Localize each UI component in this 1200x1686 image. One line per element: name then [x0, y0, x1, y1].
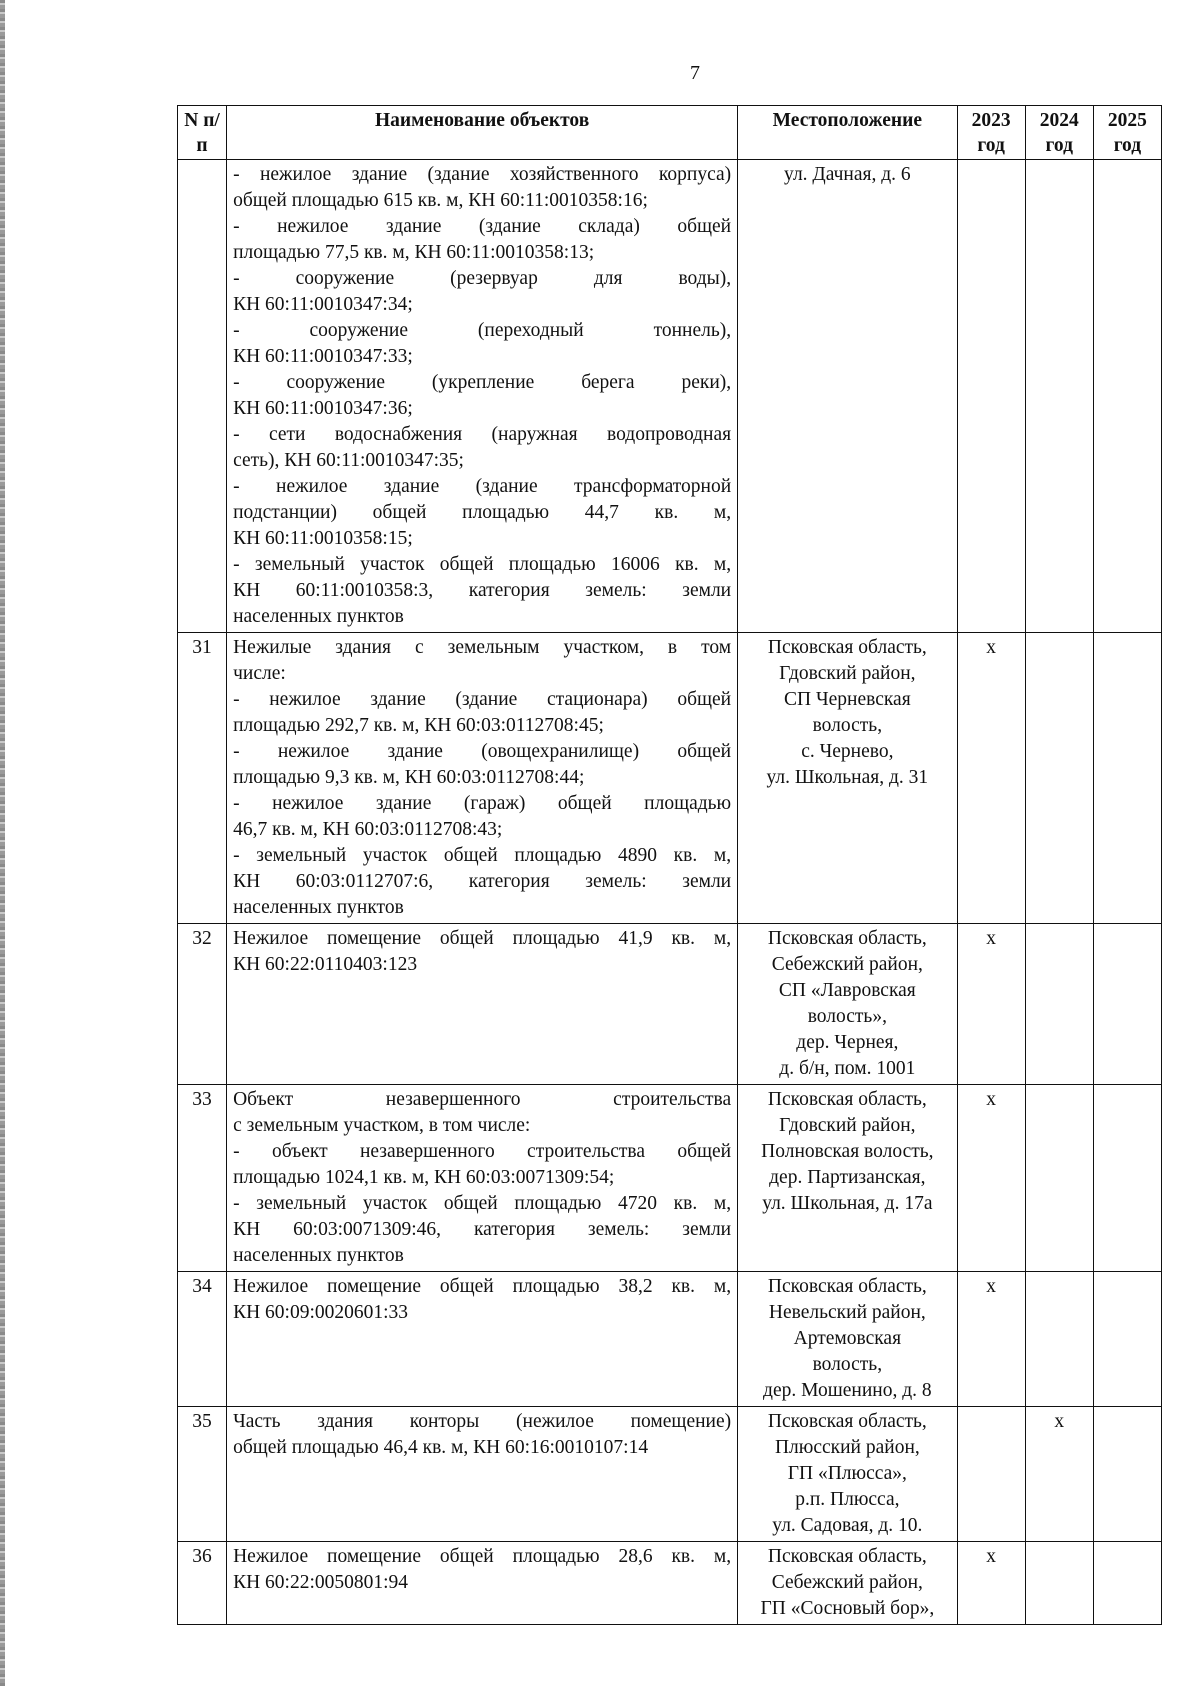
table-row	[178, 633, 1162, 924]
location-line: ул. Школьная, д. 17а	[762, 1193, 933, 1214]
location-line: СП Черневская	[784, 689, 911, 710]
object-name-line: - сооружение (резервуар для воды),	[233, 268, 732, 289]
object-name-line: КН 60:03:0071309:46, категория земель: земли	[233, 1219, 732, 1240]
object-name-line: с земельным участком, в том числе:	[233, 1115, 531, 1136]
object-name-line: - сооружение (укрепление берега реки),	[233, 372, 732, 393]
object-location	[738, 1542, 957, 1625]
row-number: 36	[178, 1542, 227, 1625]
objects-table	[177, 105, 1162, 1625]
object-name-line: - сети водоснабжения (наружная водопроводная	[233, 424, 732, 445]
location-line: ул. Садовая, д. 10.	[772, 1515, 923, 1536]
object-name-line: КН 60:11:0010347:33;	[233, 346, 413, 367]
mark-2023: х	[957, 633, 1025, 924]
mark-2025	[1093, 1542, 1161, 1625]
object-name-line: Нежилое помещение общей площадью 41,9 кв. м,	[233, 928, 732, 949]
object-name-line: 46,7 кв. м, КН 60:03:0112708:43;	[233, 819, 503, 840]
object-location	[738, 633, 957, 924]
location-line: СП «Лавровская	[778, 980, 916, 1001]
location-line: Псковская область,	[767, 637, 927, 658]
object-name-line: Нежилые здания с земельным участком, в том	[233, 637, 732, 658]
row-number: 34	[178, 1272, 227, 1407]
object-name	[227, 1085, 738, 1272]
object-name-line: - нежилое здание (здание склада) общей	[233, 216, 732, 237]
table-row	[178, 1272, 1162, 1407]
table-row	[178, 924, 1162, 1085]
row-number: 31	[178, 633, 227, 924]
object-name-line: общей площадью 615 кв. м, КН 60:11:0010358:16;	[233, 190, 648, 211]
object-name-line: Часть здания конторы (нежилое помещение)	[233, 1411, 732, 1432]
location-line: Плюсский район,	[774, 1437, 920, 1458]
location-line: ул. Школьная, д. 31	[766, 767, 929, 788]
mark-2025	[1093, 1407, 1161, 1542]
header-num: N п/п	[178, 106, 227, 160]
mark-2024	[1025, 633, 1093, 924]
location-line: ул. Дачная, д. 6	[784, 164, 911, 185]
table-header-row	[178, 106, 1162, 160]
location-line: Псковская область,	[767, 1089, 927, 1110]
object-name-line: - нежилое здание (здание стационара) общей	[233, 689, 732, 710]
header-2023: 2023 год	[957, 106, 1025, 160]
location-line: Псковская область,	[767, 928, 927, 949]
mark-2024	[1025, 924, 1093, 1085]
mark-2024	[1025, 1085, 1093, 1272]
object-name-line: КН 60:11:0010358:15;	[233, 528, 413, 549]
mark-2023	[957, 160, 1025, 633]
object-name-line: Нежилое помещение общей площадью 28,6 кв. м,	[233, 1546, 732, 1567]
location-line: Невельский район,	[768, 1302, 926, 1323]
row-number: 33	[178, 1085, 227, 1272]
object-name-line: Объект незавершенного строительства	[233, 1089, 732, 1110]
location-line: д. б/н, пом. 1001	[779, 1058, 916, 1079]
object-name-line: КН 60:22:0050801:94	[233, 1572, 409, 1593]
object-name-line: - сооружение (переходный тоннель),	[233, 320, 732, 341]
object-location	[738, 160, 957, 633]
location-line: Артемовская	[793, 1328, 902, 1349]
object-location	[738, 1272, 957, 1407]
location-line: Гдовский район,	[779, 1115, 916, 1136]
object-name-line: КН 60:11:0010347:36;	[233, 398, 413, 419]
row-number	[178, 160, 227, 633]
object-name-line: - нежилое здание (гараж) общей площадью	[233, 793, 732, 814]
location-line: Псковская область,	[767, 1546, 927, 1567]
object-name-line: площадью 9,3 кв. м, КН 60:03:0112708:44;	[233, 767, 585, 788]
location-line: с. Чернево,	[801, 741, 894, 762]
location-line: Себежский район,	[771, 1572, 923, 1593]
object-name-line: населенных пунктов	[233, 897, 404, 918]
object-location	[738, 1407, 957, 1542]
mark-2025	[1093, 1085, 1161, 1272]
object-name-line: КН 60:09:0020601:33	[233, 1302, 409, 1323]
header-location: Местоположение	[738, 106, 957, 160]
row-number: 32	[178, 924, 227, 1085]
object-name-line: - земельный участок общей площадью 16006 кв. м,	[233, 554, 732, 575]
mark-2024	[1025, 1542, 1093, 1625]
mark-2025	[1093, 1272, 1161, 1407]
location-line: Псковская область,	[767, 1276, 927, 1297]
mark-2024	[1025, 160, 1093, 633]
header-name: Наименование объектов	[227, 106, 738, 160]
location-line: волость,	[812, 1354, 883, 1375]
object-name-line: КН 60:11:0010347:34;	[233, 294, 413, 315]
location-line: р.п. Плюсса,	[795, 1489, 900, 1510]
object-name-line: - нежилое здание (овощехранилище) общей	[233, 741, 732, 762]
table-row	[178, 1542, 1162, 1625]
location-line: Псковская область,	[767, 1411, 927, 1432]
object-name-line: общей площадью 46,4 кв. м, КН 60:16:0010107:14	[233, 1437, 649, 1458]
object-name-line: КН 60:03:0112707:6, категория земель: земли	[233, 871, 732, 892]
object-name-line: площадью 1024,1 кв. м, КН 60:03:0071309:54;	[233, 1167, 615, 1188]
object-location	[738, 1085, 957, 1272]
table-row	[178, 1407, 1162, 1542]
mark-2024: х	[1025, 1407, 1093, 1542]
mark-2025	[1093, 633, 1161, 924]
scan-edge	[0, 0, 5, 1686]
object-location	[738, 924, 957, 1085]
location-line: Полновская волость,	[761, 1141, 934, 1162]
location-line: Гдовский район,	[779, 663, 916, 684]
object-name-line: числе:	[233, 663, 286, 684]
mark-2023: х	[957, 1272, 1025, 1407]
object-name-line: КН 60:22:0110403:123	[233, 954, 418, 975]
object-name-line: - земельный участок общей площадью 4890 кв. м,	[233, 845, 732, 866]
table-row	[178, 1085, 1162, 1272]
header-2025: 2025 год	[1093, 106, 1161, 160]
object-name-line: площадью 77,5 кв. м, КН 60:11:0010358:13;	[233, 242, 595, 263]
location-line: Себежский район,	[771, 954, 923, 975]
location-line: ГП «Плюсса»,	[787, 1463, 907, 1484]
mark-2023: х	[957, 1542, 1025, 1625]
object-name	[227, 1407, 738, 1542]
object-name-line: населенных пунктов	[233, 1245, 404, 1266]
object-name-line: - земельный участок общей площадью 4720 кв. м,	[233, 1193, 732, 1214]
header-2024: 2024 год	[1025, 106, 1093, 160]
location-line: волость,	[812, 715, 883, 736]
object-name-line: населенных пунктов	[233, 606, 404, 627]
object-name-line: подстанции) общей площадью 44,7 кв. м,	[233, 502, 732, 523]
location-line: волость»,	[807, 1006, 887, 1027]
mark-2023: х	[957, 924, 1025, 1085]
table-body	[178, 160, 1162, 1625]
location-line: дер. Партизанская,	[769, 1167, 926, 1188]
object-name-line: КН 60:11:0010358:3, категория земель: земли	[233, 580, 732, 601]
location-line: ГП «Сосновый бор»,	[760, 1598, 935, 1619]
object-name-line: Нежилое помещение общей площадью 38,2 кв. м,	[233, 1276, 732, 1297]
object-name-line: - нежилое здание (здание трансформаторной	[233, 476, 732, 497]
object-name-line: - нежилое здание (здание хозяйственного корпуса)	[233, 164, 732, 185]
table-row	[178, 160, 1162, 633]
mark-2023: х	[957, 1085, 1025, 1272]
mark-2023	[957, 1407, 1025, 1542]
object-name	[227, 924, 738, 1085]
object-name-line: площадью 292,7 кв. м, КН 60:03:0112708:45;	[233, 715, 604, 736]
location-line: дер. Чернея,	[796, 1032, 899, 1053]
page-number: 7	[690, 62, 700, 84]
row-number: 35	[178, 1407, 227, 1542]
mark-2024	[1025, 1272, 1093, 1407]
object-name	[227, 1272, 738, 1407]
location-line: дер. Мошенино, д. 8	[763, 1380, 932, 1401]
object-name	[227, 633, 738, 924]
mark-2025	[1093, 160, 1161, 633]
object-name	[227, 1542, 738, 1625]
mark-2025	[1093, 924, 1161, 1085]
object-name-line: - объект незавершенного строительства общей	[233, 1141, 732, 1162]
object-name-line: сеть), КН 60:11:0010347:35;	[233, 450, 464, 471]
object-name	[227, 160, 738, 633]
